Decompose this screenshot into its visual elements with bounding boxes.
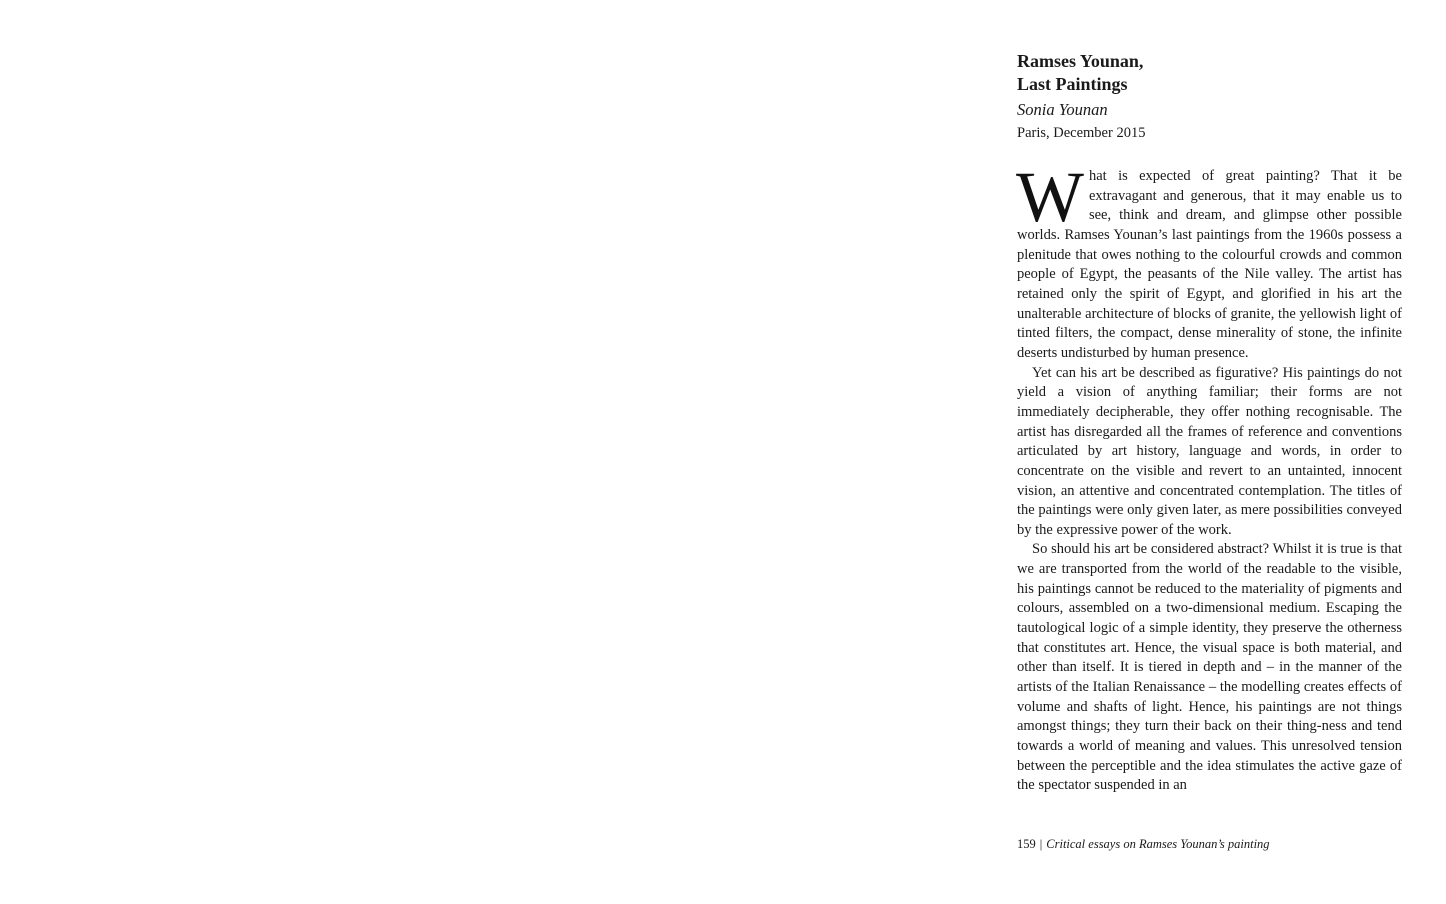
body-paragraph-3: So should his art be considered abstract? Whilst it is true is that we are transported from the world of the readable to the visible, his paintings cannot be reduced to the materiality of pigments and colours, assembled on a two-dimensional medium. Escaping the tautological logic of a simple identity, they preserve the otherness that constitutes art. Hence, the visual space is both material, and other than itself. It is tiered in depth and – in the manner of the artists of the Italian Renaissance – the modelling creates effects of volume and shafts of light. Hence, his paintings are not things amongst things; they turn their back on their thing-ness and tend towards a world of meaning and values. This unresolved tension between the perceptible and the idea stimulates the active gaze of the spectator suspended in an xyxy=(1017,541,1402,794)
running-title: Critical essays on Ramses Younan’s painting xyxy=(1046,837,1270,851)
article-title-line-1: Ramses Younan, xyxy=(1017,51,1144,71)
article-body xyxy=(1016,157,1402,796)
page-footer xyxy=(1017,836,1270,852)
article-title xyxy=(1017,50,1402,96)
body-paragraph-1-text: hat is expected of great painting? That it be extravagant and generous, that it may enable us to see, think and dream, and glimpse other possible worlds. Ramses Younan’s last paintings from the 1960s possess a plenitude that owes nothing to the colourful crowds and common people of Egypt, the peasants of the Nile valley. The artist has retained only the spirit of Egypt, and glorified in his art the unalterable architecture of blocks of granite, the yellowish light of tinted filters, the compact, dense minerality of stone, the infinite deserts undisturbed by human presence. xyxy=(1017,168,1402,361)
article-author: Sonia Younan xyxy=(1017,100,1108,119)
body-paragraph-1 xyxy=(1016,157,1402,364)
footer-separator: | xyxy=(1039,837,1043,851)
page-number: 159 xyxy=(1017,837,1036,851)
drop-cap: W xyxy=(1016,157,1084,237)
article-place-date: Paris, December 2015 xyxy=(1017,125,1146,141)
body-paragraph-2: Yet can his art be described as figurative? His paintings do not yield a vision of anything familiar; their forms are not immediately decipherable, they offer nothing recognisable. The artist has disregarded all the frames of reference and conventions articulated by art history, language and words, in order to concentrate on the visible and revert to an untainted, innocent vision, an attentive and concentrated contemplation. The titles of the paintings were only given later, as mere possibilities conveyed by the expressive power of the work. xyxy=(1017,364,1402,538)
article-column xyxy=(1017,50,1402,796)
article-title-line-2: Last Paintings xyxy=(1017,74,1128,94)
